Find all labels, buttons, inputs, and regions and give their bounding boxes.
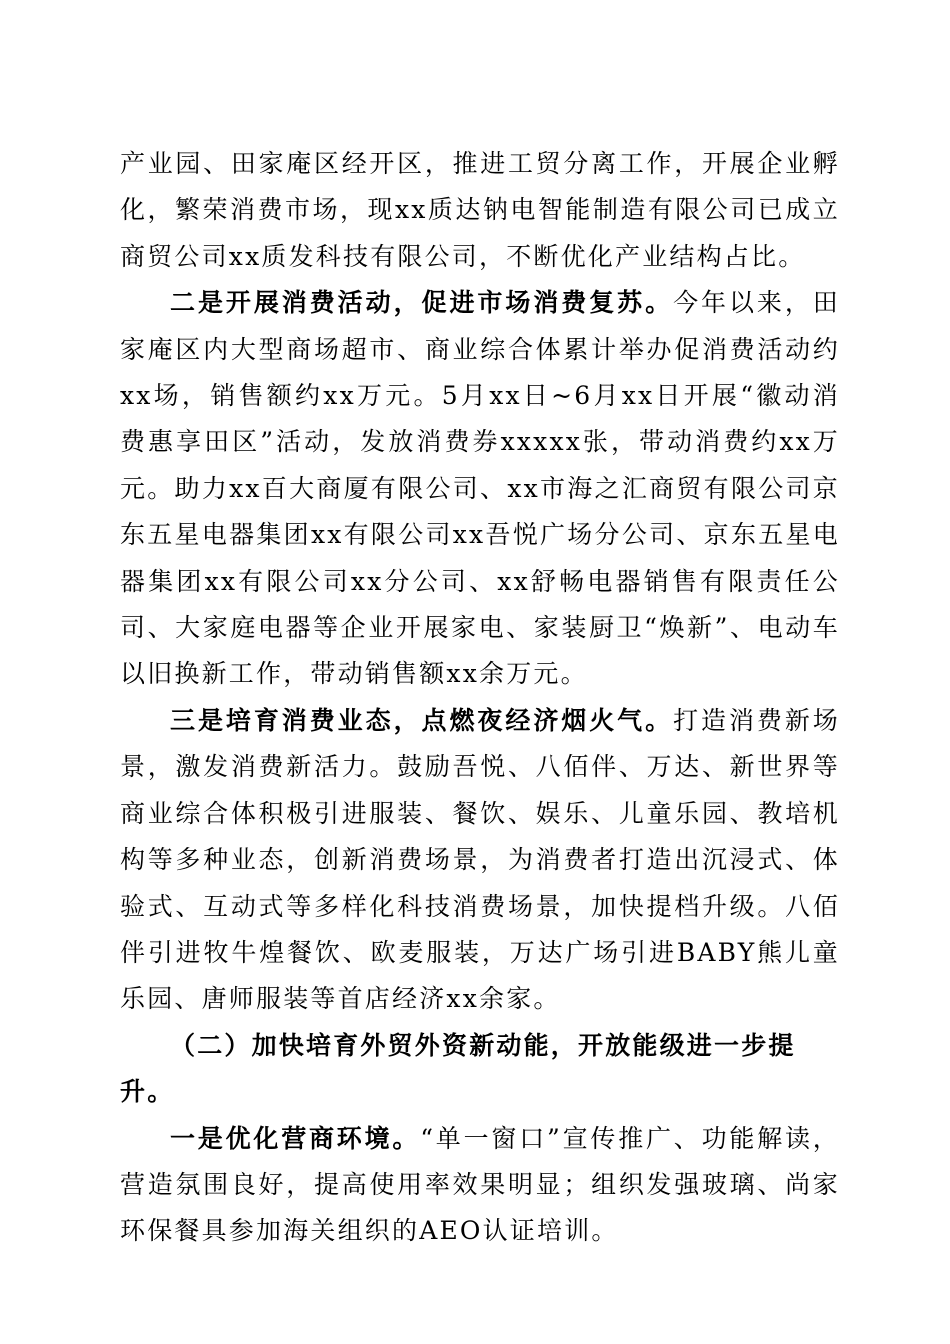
paragraph-consumption-activities-lead: 二是开展消费活动，促进市场消费复苏。 [170,288,674,318]
paragraph-consumption-formats [120,698,840,1023]
paragraph-business-environment [120,1116,840,1255]
paragraph-industry-structure-text: 产业园、田家庵区经开区，推进工贸分离工作，开展企业孵化，繁荣消费市场，现xx质达钠电智能制造有限公司已成立商贸公司xx质发科技有限公司，不断优化产业结构占比。 [120,149,840,271]
section-heading-foreign-trade: （二）加快培育外贸外资新动能，开放能级进一步提升。 [120,1030,796,1107]
paragraph-consumption-activities [120,280,840,698]
paragraph-consumption-activities-text: 今年以来，田家庵区内大型商场超市、商业综合体累计举办促消费活动约xx场，销售额约xx万元。5月xx日~6月xx日开展“徽动消费惠享田区”活动，发放消费券xxxxx张，带动消费约xx万元。助力xx百大商厦有限公司、xx市海之汇商贸有限公司京东五星电器集团xx有限公司xx吾悦广场分公司、京东五星电器集团xx有限公司xx分公司、xx舒畅电器销售有限责任公司、大家庭电器等企业开展家电、家装厨卫“焕新”、电动车以旧换新工作，带动销售额xx余万元。 [120,288,840,689]
paragraph-business-environment-lead: 一是优化营商环境。 [170,1123,421,1153]
paragraph-consumption-formats-text: 打造消费新场景，激发消费新活力。鼓励吾悦、八佰伴、万达、新世界等商业综合体积极引进服装、餐饮、娱乐、儿童乐园、教培机构等多种业态，创新消费场景，为消费者打造出沉浸式、体验式、互动式等多样化科技消费场景，加快提档升级。八佰伴引进牧牛煌餐饮、欧麦服装，万达广场引进BABY熊儿童乐园、唐师服装等首店经济xx余家。 [120,705,840,1014]
paragraph-consumption-formats-lead: 三是培育消费业态，点燃夜经济烟火气。 [170,705,674,735]
paragraph-industry-structure [120,141,840,280]
paragraph-business-environment-text: “单一窗口”宣传推广、功能解读，营造氛围良好，提高使用率效果明显；组织发强玻璃、尚家环保餐具参加海关组织的AEO认证培训。 [120,1123,840,1246]
document-body [120,141,840,1255]
